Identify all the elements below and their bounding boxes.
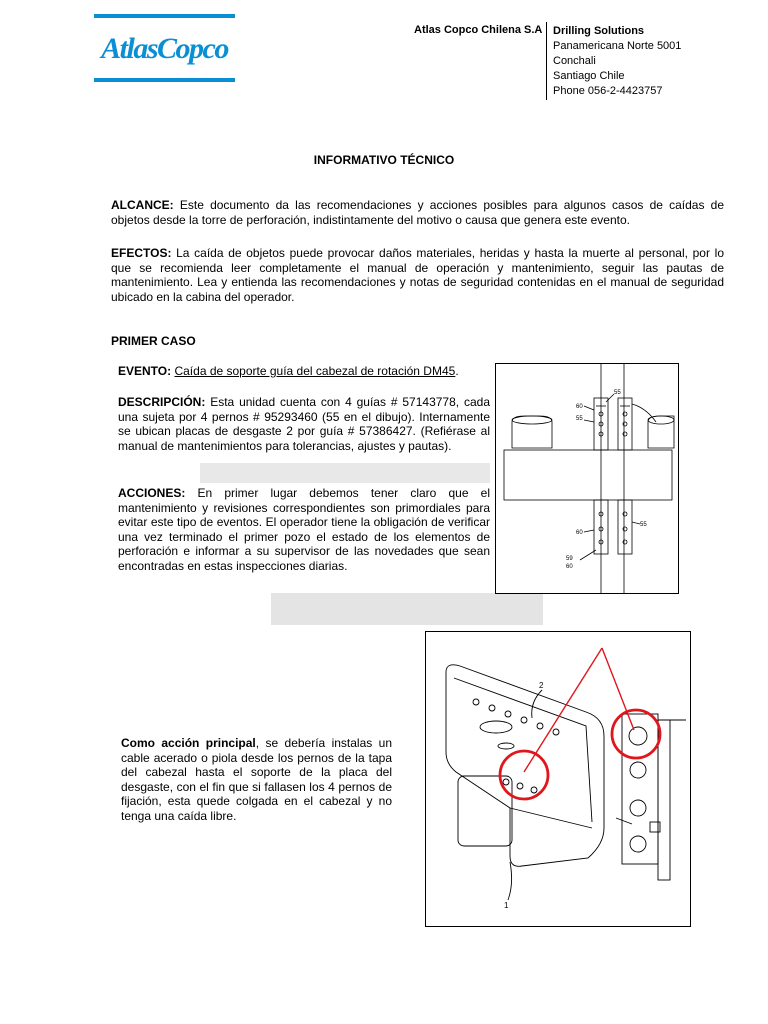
drawing-label: 60 [576, 530, 583, 536]
highlight-circle [612, 710, 660, 758]
guide-support-drawing [495, 363, 679, 594]
alcance-text: Este documento da las recomendaciones y acciones posibles para algunos casos de caídas de objetos desde la torre de perforación, indistintamente del motivo o causa que genera este evento. [111, 198, 724, 227]
accion-principal-text: , se debería instalas un cable acerado o piola desde los pernos de la tapa del cabezal hasta el soporte de la placa del desgaste, con el fin que si fallasen los 4 pernos de fijación, esta quede colgada en el cabezal y no tenga una caída libre. [121, 736, 392, 823]
descripcion-text: Esta unidad cuenta con 4 guías # 57143778, cada una sujeta por 4 pernos # 95293460 (55 en el dibujo). Internamente se ubican placas de desgaste 2 por guía # 57386427. (Refiérase al manual de mantenimientos para tolerancias, ajustes y pautas). [118, 395, 490, 453]
address-line: Santiago Chile [553, 70, 625, 82]
efectos-label: EFECTOS: [111, 246, 172, 260]
callout-label: 1 [504, 901, 509, 910]
evento-end: . [455, 364, 459, 378]
alcance-label: ALCANCE: [111, 198, 174, 212]
evento-label: EVENTO: [118, 364, 172, 378]
drawing-label: 59 [566, 556, 573, 562]
highlight-circle [500, 751, 548, 799]
alcance-paragraph [111, 198, 724, 227]
address-line: Phone 056-2-4423757 [553, 85, 663, 97]
company-name: Atlas Copco Chilena S.A [414, 24, 543, 36]
logo-top-bar [94, 14, 235, 18]
guide-support-drawing-svg [496, 364, 678, 593]
logo-bottom-bar [94, 78, 235, 82]
address-block [553, 24, 681, 99]
callout-label: 2 [539, 681, 544, 690]
acciones-text: En primer lugar debemos tener claro que el mantenimiento y revisiones correspondientes son primordiales para evitar este tipo de eventos. El operador tiene la obligación de verificar una vez terminado el primer pozo el estado de los elementos de perforación e informar a su supervisor de las novedades que sean encontradas en estas inspecciones diarias. [118, 486, 490, 573]
acciones-paragraph [118, 486, 490, 573]
primer-caso-heading: PRIMER CASO [111, 334, 196, 348]
accion-principal-label: Como acción principal [121, 736, 256, 750]
rotation-head-drawing-svg [426, 632, 690, 926]
drawing-label: 55 [640, 522, 647, 528]
address-line: Conchali [553, 55, 596, 67]
evento-paragraph [118, 364, 490, 379]
drawing-label: 55 [576, 416, 583, 422]
gray-band [200, 463, 490, 483]
drawing-label: 60 [566, 564, 573, 570]
document-title: INFORMATIVO TÉCNICO [313, 153, 455, 167]
accion-principal-paragraph [121, 736, 392, 823]
drawing-label: 55 [614, 390, 621, 396]
evento-text: Caída de soporte guía del cabezal de rotación DM45 [174, 364, 456, 378]
gray-band [271, 593, 543, 625]
efectos-paragraph [111, 246, 724, 304]
rotation-head-drawing [425, 631, 691, 927]
acciones-label: ACCIONES: [118, 486, 186, 500]
address-line: Panamericana Norte 5001 [553, 40, 682, 52]
efectos-text: La caída de objetos puede provocar daños materiales, heridas y hasta la muerte al personal, por lo que se recomienda leer completamente el manual de operación y mantenimiento, seguir las pautas de mantenimiento. Lea y entienda las recomendaciones y notas de seguridad contenidas en el manual de seguridad ubicado en la cabina del operador. [111, 246, 724, 304]
descripcion-paragraph [118, 395, 490, 453]
logo-wordmark: AtlasCopco [101, 32, 228, 65]
drawing-label: 60 [576, 404, 583, 410]
descripcion-label: DESCRIPCIÓN: [118, 395, 206, 409]
division-name: Drilling Solutions [553, 25, 645, 37]
header-divider [546, 22, 547, 100]
atlas-copco-logo [94, 14, 235, 82]
